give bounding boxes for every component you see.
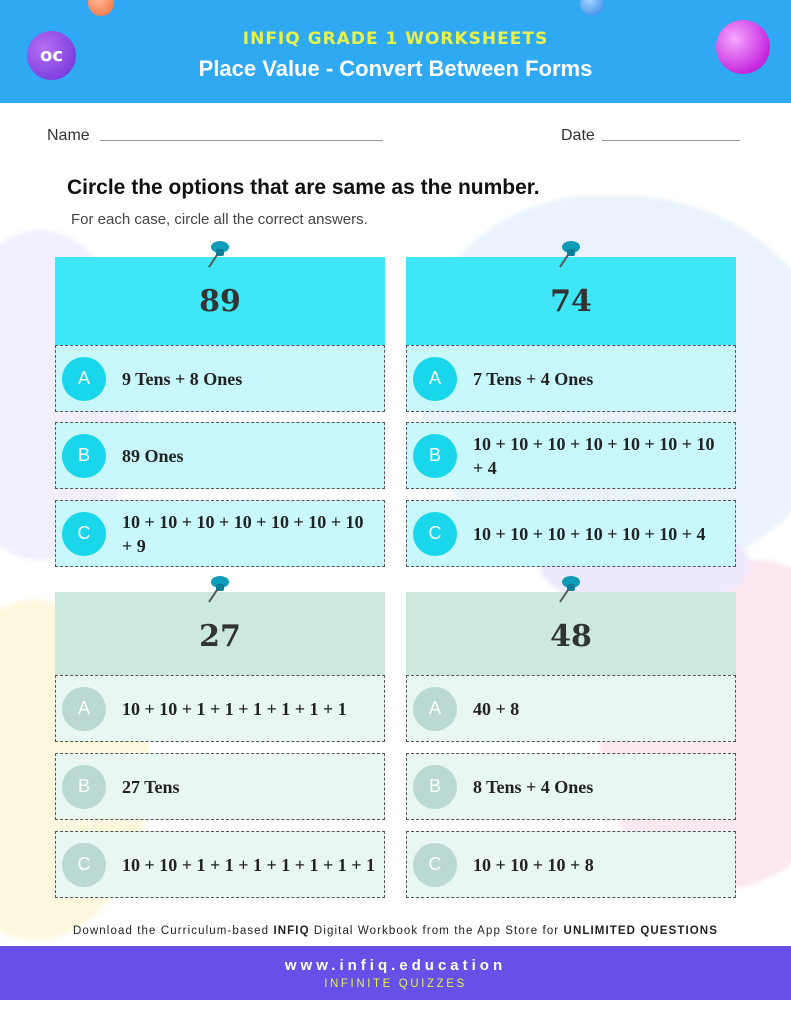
option-a[interactable]	[55, 345, 385, 412]
option-letter-badge: C	[62, 512, 106, 556]
note-middle: Digital Workbook from the App Store for	[309, 925, 564, 937]
page-title: Place Value - Convert Between Forms	[198, 56, 593, 81]
pushpin-icon	[556, 239, 582, 269]
question-panel	[55, 592, 385, 875]
option-letter-badge: C	[62, 843, 106, 887]
option-text: 10 + 10 + 10 + 8	[473, 854, 594, 875]
option-text: 10 + 10 + 1 + 1 + 1 + 1 + 1 + 1 + 1	[122, 854, 376, 875]
option-letter-badge: B	[413, 434, 457, 478]
option-letter-badge: A	[413, 687, 457, 731]
option-text: 89 Ones	[122, 445, 184, 466]
panel-number: 89	[55, 257, 385, 345]
option-b[interactable]	[55, 753, 385, 820]
panel-number: 27	[55, 592, 385, 680]
option-letter-badge: A	[413, 357, 457, 401]
instruction-subtext: For each case, circle all the correct answers.	[71, 211, 368, 228]
header-banner	[0, 0, 791, 103]
option-text: 10 + 10 + 10 + 10 + 10 + 10 + 4	[473, 523, 706, 544]
note-strong: UNLIMITED QUESTIONS	[563, 925, 718, 937]
option-c[interactable]	[406, 500, 736, 567]
footer-url-link[interactable]: www.infiq.education	[284, 957, 507, 974]
option-text: 40 + 8	[473, 698, 520, 719]
panel-number: 74	[406, 257, 736, 345]
footer-tagline: INFINITE QUIZZES	[324, 978, 467, 990]
option-text: 10 + 10 + 10 + 10 + 10 + 10 + 10 + 4	[473, 433, 715, 478]
option-text: 27 Tens	[122, 776, 180, 797]
option-letter-badge: C	[413, 512, 457, 556]
option-letter-badge: B	[62, 765, 106, 809]
option-letter-badge: A	[62, 687, 106, 731]
question-panel	[406, 257, 736, 544]
question-panel	[406, 592, 736, 875]
panel-number: 48	[406, 592, 736, 680]
pushpin-icon	[205, 574, 231, 604]
option-a[interactable]	[55, 675, 385, 742]
option-c[interactable]	[55, 831, 385, 898]
option-a[interactable]	[406, 675, 736, 742]
download-note	[0, 925, 791, 937]
note-brand: INFIQ	[273, 925, 310, 937]
option-a[interactable]	[406, 345, 736, 412]
option-b[interactable]	[406, 422, 736, 489]
option-text: 7 Tens + 4 Ones	[473, 368, 594, 389]
option-letter-badge: B	[62, 434, 106, 478]
date-line[interactable]	[602, 140, 740, 141]
option-c[interactable]	[406, 831, 736, 898]
option-letter-badge: C	[413, 843, 457, 887]
note-prefix: Download the Curriculum-based	[73, 925, 274, 937]
option-b[interactable]	[55, 422, 385, 489]
question-panel	[55, 257, 385, 556]
option-letter-badge: B	[413, 765, 457, 809]
option-text: 9 Tens + 8 Ones	[122, 368, 243, 389]
pushpin-icon	[556, 574, 582, 604]
option-letter-badge: A	[62, 357, 106, 401]
date-label: Date	[561, 127, 595, 144]
pushpin-icon	[205, 239, 231, 269]
option-text: 8 Tens + 4 Ones	[473, 776, 594, 797]
instruction-heading: Circle the options that are same as the number.	[67, 176, 540, 199]
option-c[interactable]	[55, 500, 385, 567]
logo-text: oc	[39, 45, 64, 66]
brand-title: INFIQ GRADE 1 WORKSHEETS	[242, 29, 549, 49]
option-text: 10 + 10 + 1 + 1 + 1 + 1 + 1 + 1	[122, 698, 347, 719]
name-line[interactable]	[100, 140, 383, 141]
name-label: Name	[47, 127, 90, 144]
option-text: 10 + 10 + 10 + 10 + 10 + 10 + 10 + 9	[122, 511, 364, 556]
option-b[interactable]	[406, 753, 736, 820]
